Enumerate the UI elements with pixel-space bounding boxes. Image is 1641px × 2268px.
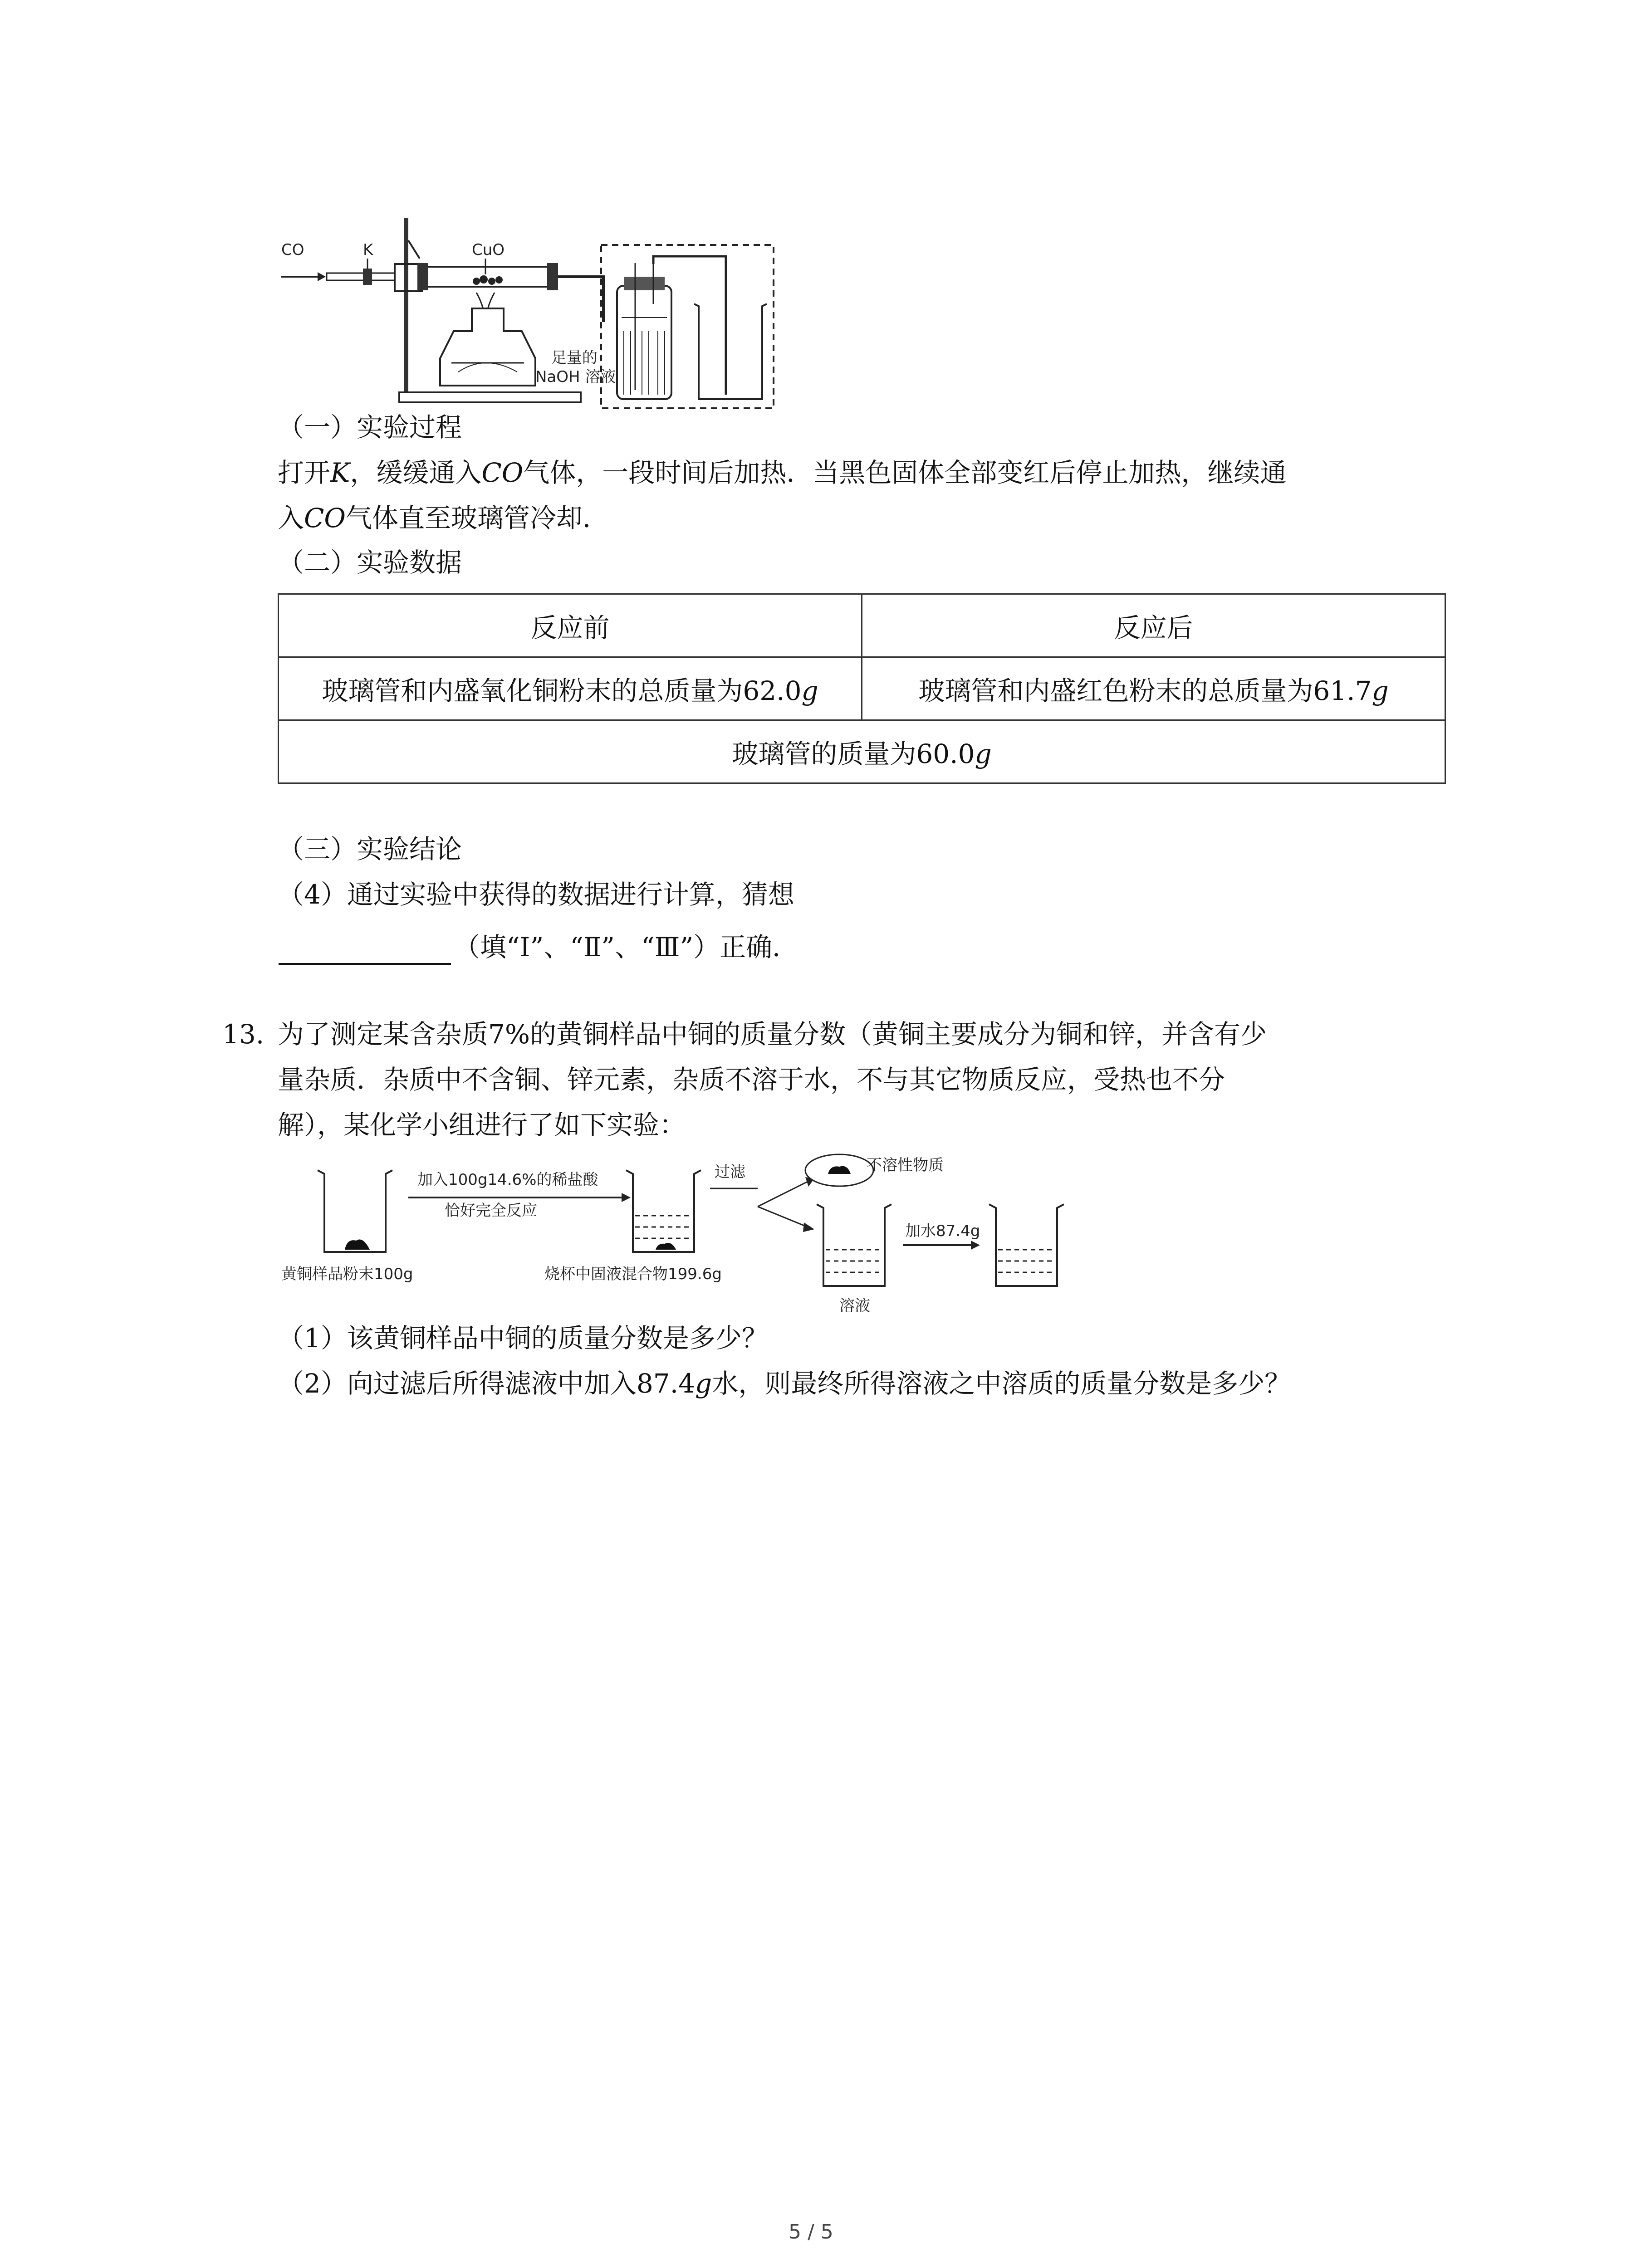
table-row [279, 594, 1445, 657]
var-co: CO [304, 503, 346, 533]
text: 水，则最终所得溶液之中溶质的质量分数是多少？ [712, 1368, 1291, 1399]
insoluble-label: 不溶性物质 [867, 1156, 944, 1174]
unit: g [1372, 675, 1389, 706]
q13-sub2 [278, 1365, 1291, 1402]
filter-label: 过滤 [715, 1163, 745, 1181]
beaker-solution [817, 1204, 892, 1286]
table-row [279, 720, 1445, 783]
arrow1-top-label: 加入100g14.6%的稀盐酸 [417, 1171, 598, 1189]
text: 气体，一段时间后加热．当黑色固体全部变红后停止加热，继续通 [523, 457, 1287, 488]
cell-tube-mass [279, 720, 1445, 783]
beaker2-label: 烧杯中固液混合物199.6g [544, 1265, 722, 1283]
q13-experiment-flow-diagram [272, 1148, 1089, 1329]
text: 气体直至玻璃管冷却． [345, 503, 609, 533]
alcohol-lamp [440, 293, 535, 386]
text: 玻璃管和内盛红色粉末的总质量为61.7 [918, 675, 1372, 706]
q4-line1: （4）通过实验中获得的数据进行计算，猜想 [278, 879, 794, 910]
unit: g [695, 1368, 712, 1399]
q4-line2: （填“Ⅰ”、“Ⅱ”、“Ⅲ”）正确． [454, 932, 799, 963]
answer-blank[interactable] [279, 963, 451, 965]
q13-line2: 量杂质．杂质中不含铜、锌元素，杂质不溶于水，不与其它物质反应，受热也不分 [278, 1064, 1225, 1095]
arrow-to-solution-icon [758, 1207, 814, 1232]
arrow-add-water-icon [903, 1241, 980, 1250]
solution-label: 溶液 [839, 1297, 870, 1315]
header-after: 反应后 [862, 594, 1445, 657]
label-naoh-line1: 足量的 [551, 349, 598, 367]
unit: g [975, 738, 992, 769]
arrow-add-acid-icon [408, 1193, 631, 1202]
text: ，缓缓通入 [350, 457, 482, 488]
label-k: K [363, 241, 373, 259]
text: 玻璃管的质量为60.0 [732, 738, 975, 769]
insoluble-residue [805, 1154, 873, 1186]
experiment-data-table [278, 593, 1446, 784]
label-naoh-line2: NaOH 溶液 [535, 368, 616, 386]
page-number: 5 / 5 [789, 2220, 833, 2244]
text: 入 [278, 503, 304, 533]
beaker-mixture [626, 1170, 701, 1252]
arrow1-bottom-label: 恰好完全反应 [445, 1202, 537, 1220]
q13-number: 13. [222, 1019, 265, 1050]
co-inlet-arrow-icon [281, 272, 326, 281]
beaker1-label: 黄铜样品粉末100g [281, 1265, 413, 1283]
q13-line3: 解），某化学小组进行了如下实验： [278, 1110, 686, 1140]
q13-line1: 为了测定某含杂质7%的黄铜样品中铜的质量分数（黄铜主要成分为铜和锌，并含有少 [278, 1019, 1267, 1050]
section1-line1 [278, 455, 1286, 491]
beaker-final-solution [989, 1204, 1064, 1286]
var-k: K [330, 457, 350, 488]
connecting-tube [558, 277, 603, 322]
cell-before-mass [279, 657, 862, 720]
cell-after-mass [862, 657, 1445, 720]
label-co: CO [281, 241, 304, 259]
beaker-brass-sample [318, 1170, 392, 1252]
text: 打开 [278, 457, 331, 488]
unit: g [801, 675, 818, 706]
section1-line2 [278, 500, 609, 536]
q13-sub1: （1）该黄铜样品中铜的质量分数是多少？ [278, 1323, 768, 1354]
text: 玻璃管和内盛氧化铜粉末的总质量为62.0 [322, 675, 802, 706]
table-row [279, 657, 1445, 720]
text: （2）向过滤后所得滤液中加入87.4 [278, 1368, 696, 1399]
naoh-wash-bottle [617, 263, 671, 399]
var-co: CO [481, 457, 524, 488]
water-label: 加水87.4g [905, 1222, 980, 1240]
arrow-to-insoluble-icon [758, 1177, 814, 1207]
label-cuo: CuO [472, 241, 505, 259]
glass-tube-with-cuo [417, 259, 558, 290]
header-before: 反应前 [279, 594, 862, 657]
section1-heading: （一）实验过程 [278, 412, 462, 443]
section3-heading: （三）实验结论 [278, 834, 462, 865]
collecting-beaker [694, 304, 767, 399]
co-reduction-apparatus-diagram [272, 213, 780, 422]
inlet-tube-with-stopcock [327, 259, 395, 285]
section2-heading: （二）实验数据 [278, 547, 462, 578]
